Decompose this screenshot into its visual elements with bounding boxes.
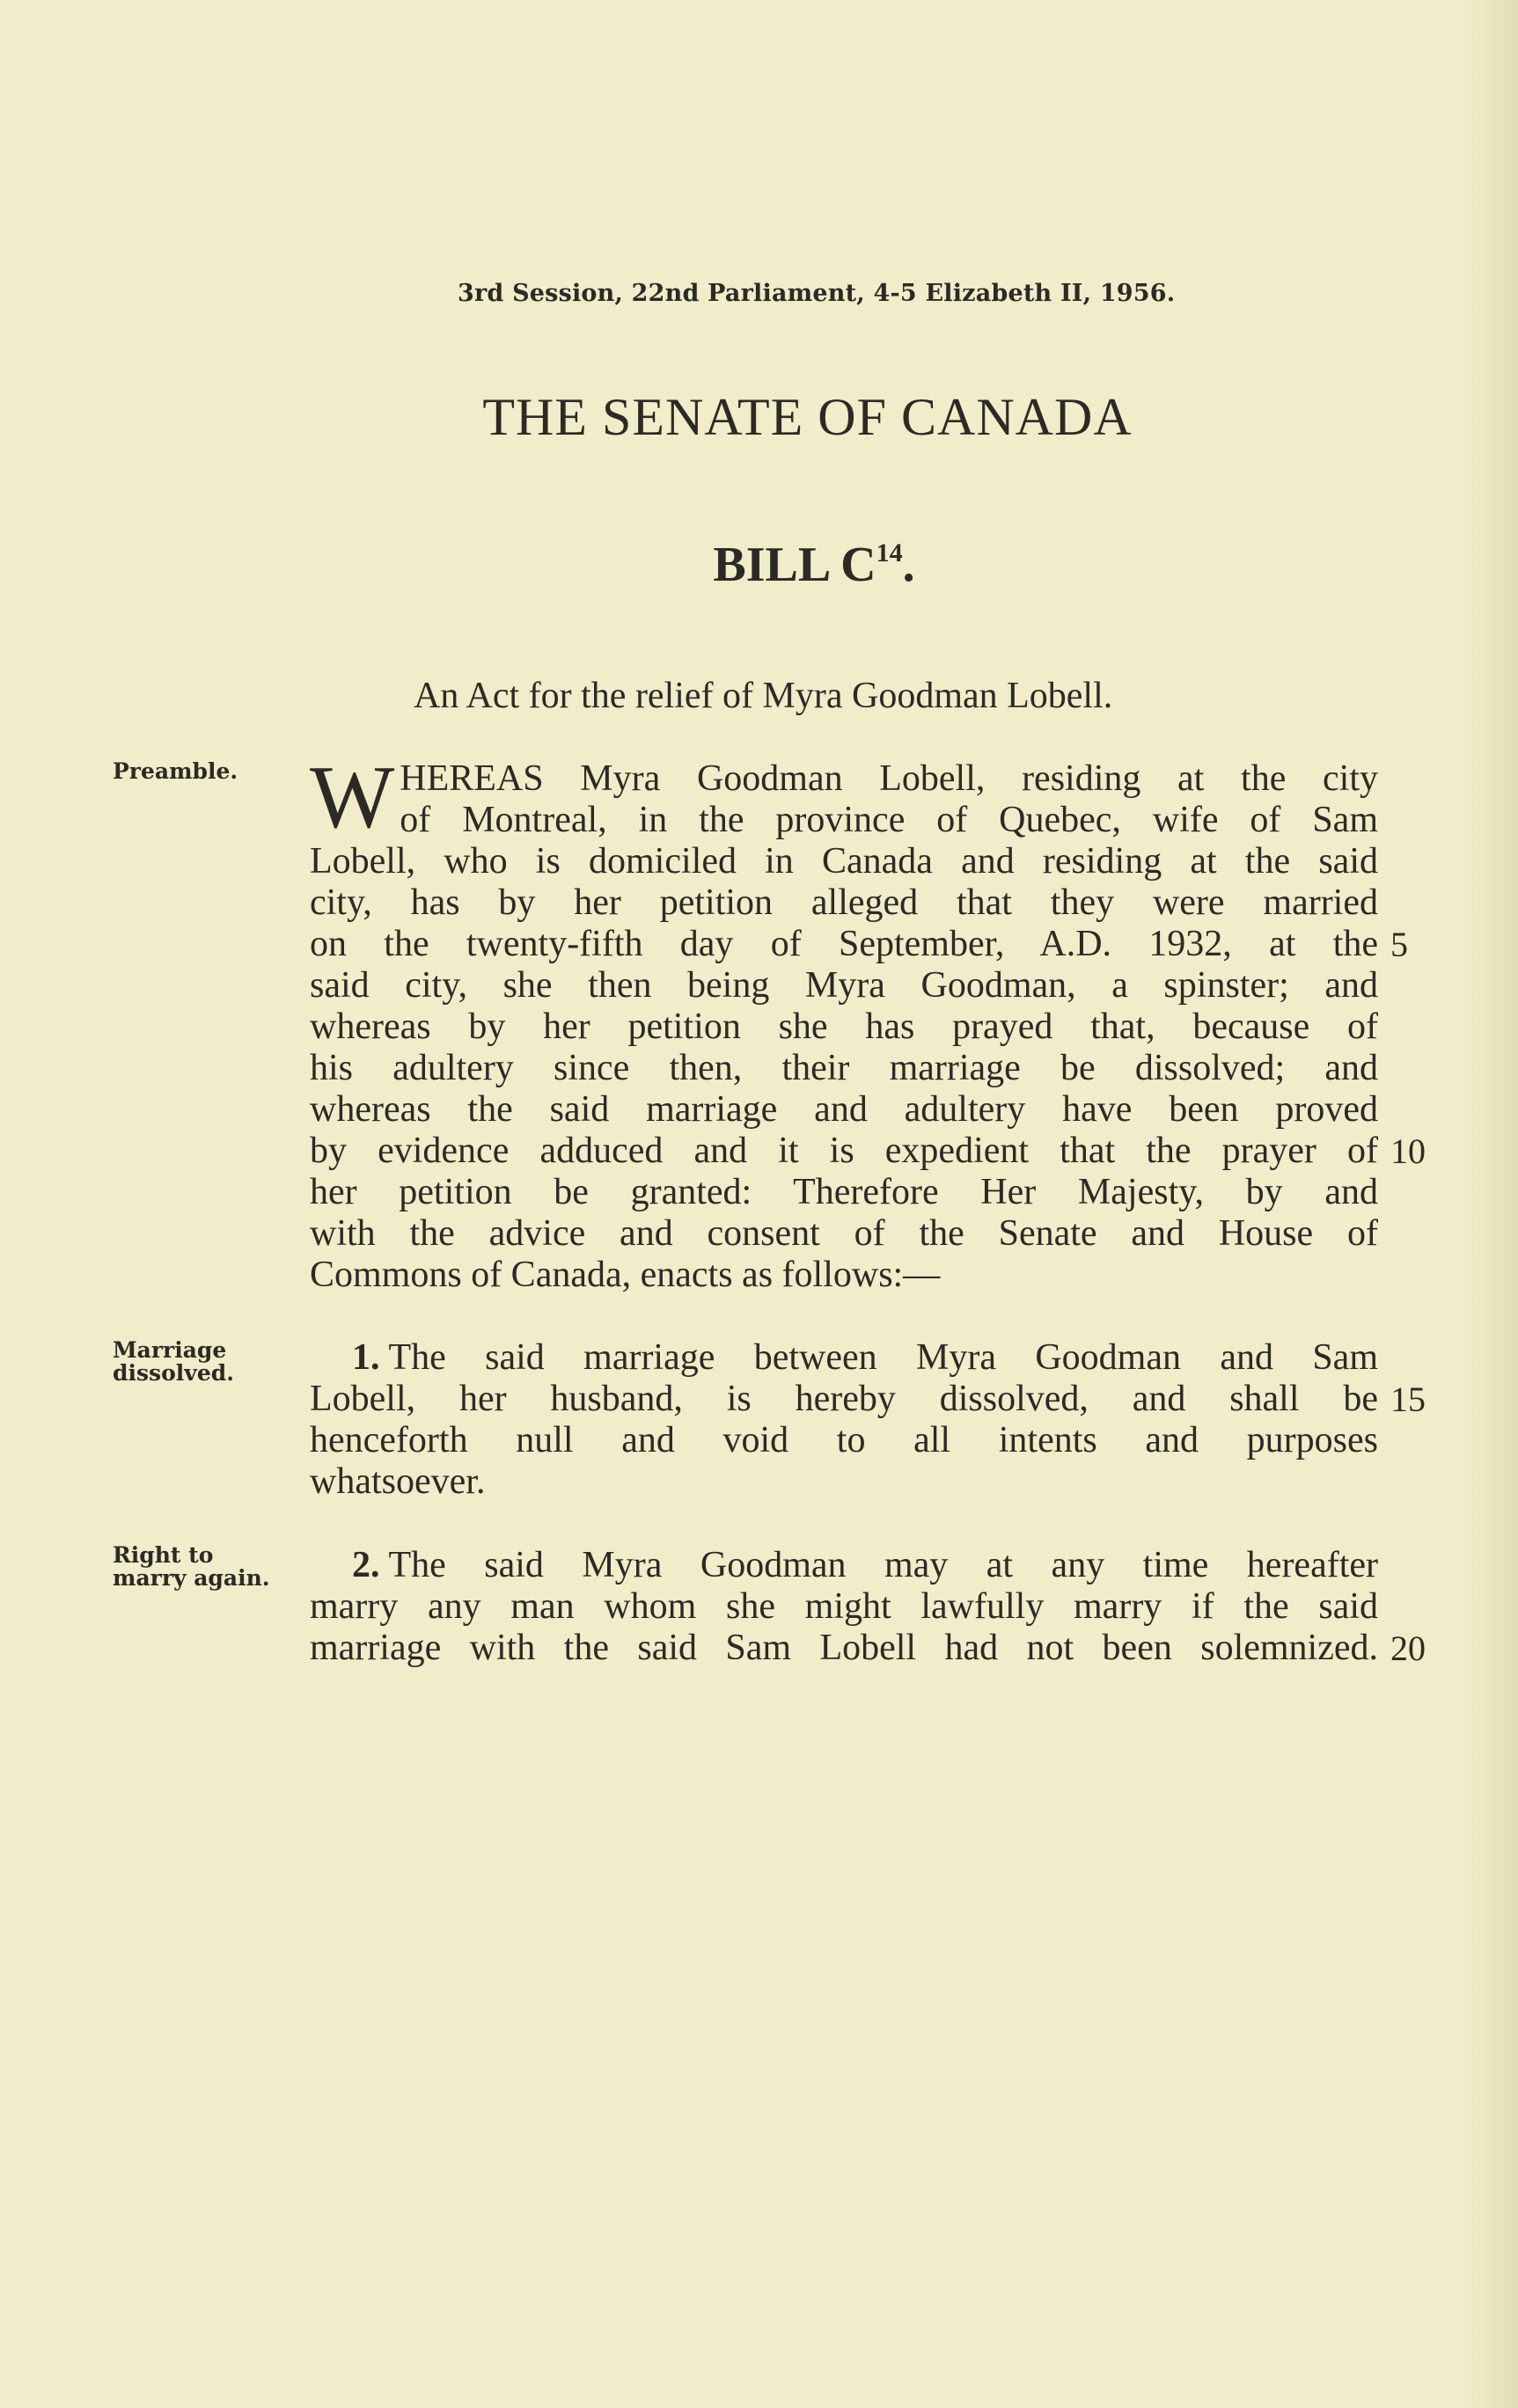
- section-1: [310, 1337, 1426, 1503]
- text-line: whereas by her petition she has prayed that, because of: [310, 1006, 1378, 1047]
- text-line: [310, 1131, 1426, 1172]
- text-line: HEREAS Myra Goodman Lobell, residing at the city: [400, 758, 1378, 799]
- preamble-paragraph: [310, 748, 1426, 1296]
- text-line: marry any man whom she might lawfully marry if the said: [310, 1586, 1378, 1627]
- section-number: 1.: [352, 1337, 380, 1378]
- drop-cap: W: [310, 748, 395, 847]
- text-line-content: by evidence adduced and it is expedient that the prayer of: [310, 1131, 1378, 1171]
- text-line: [310, 1628, 1426, 1669]
- margin-note-preamble: [113, 760, 238, 783]
- line-number: 20: [1390, 1629, 1426, 1668]
- house-title: THE SENATE OF CANADA: [482, 388, 1133, 446]
- text-line: his adultery since then, their marriage be dissolved; and: [310, 1048, 1378, 1088]
- section-number: 2.: [352, 1545, 380, 1585]
- margin-note-line: dissolved.: [113, 1360, 234, 1386]
- text-line: [310, 924, 1408, 965]
- bill-label: BILL C: [713, 538, 876, 592]
- section-2: [310, 1545, 1426, 1669]
- act-title: An Act for the relief of Myra Goodman Lobell.: [414, 676, 1113, 716]
- text-line-content: Lobell, her husband, is hereby dissolved, and shall be: [310, 1379, 1378, 1419]
- line-number: 10: [1390, 1131, 1426, 1171]
- text-line: city, has by her petition alleged that they were married: [310, 882, 1378, 923]
- text-line: [310, 1545, 1378, 1586]
- text-line: whatsoever.: [310, 1461, 486, 1502]
- text-line: Lobell, who is domiciled in Canada and residing at the said: [310, 841, 1378, 882]
- margin-note-line: Right to: [113, 1542, 214, 1568]
- margin-note-marriage-dissolved: [113, 1339, 234, 1385]
- margin-note-preamble-text: Preamble.: [113, 758, 238, 784]
- text-line-content: marriage with the said Sam Lobell had not been solemnized.: [310, 1628, 1378, 1668]
- margin-note-line: marry again.: [113, 1565, 270, 1591]
- text-line: of Montreal, in the province of Quebec, wife of Sam: [400, 800, 1378, 840]
- text-line-content: on the twenty-fifth day of September, A.D. 1932, at the: [310, 924, 1378, 964]
- session-header: 3rd Session, 22nd Parliament, 4-5 Elizabeth II, 1956.: [458, 280, 1176, 307]
- text-line-content: The said Myra Goodman may at any time hereafter: [388, 1545, 1378, 1585]
- margin-note-right-to-marry: [113, 1544, 269, 1590]
- line-number: 15: [1390, 1380, 1426, 1419]
- line-number: 5: [1390, 925, 1408, 964]
- text-line-content: The said marriage between Myra Goodman and Sam: [388, 1337, 1378, 1378]
- page-edge-shadow: [1465, 0, 1518, 2408]
- text-line: with the advice and consent of the Senate and House of: [310, 1213, 1378, 1254]
- bill-number-superscript: 14: [876, 538, 903, 567]
- text-line: [310, 1379, 1426, 1420]
- text-line: said city, she then being Myra Goodman, a spinster; and: [310, 965, 1378, 1006]
- text-line: henceforth null and void to all intents and purposes: [310, 1420, 1378, 1460]
- text-line: her petition be granted: Therefore Her Majesty, by and: [310, 1172, 1378, 1212]
- bill-number: [0, 537, 1518, 593]
- text-line: [310, 1337, 1378, 1379]
- margin-note-line: Marriage: [113, 1337, 227, 1363]
- text-line: Commons of Canada, enacts as follows:—: [310, 1255, 941, 1295]
- bill-period: .: [902, 538, 915, 592]
- text-line: whereas the said marriage and adultery have been proved: [310, 1089, 1378, 1130]
